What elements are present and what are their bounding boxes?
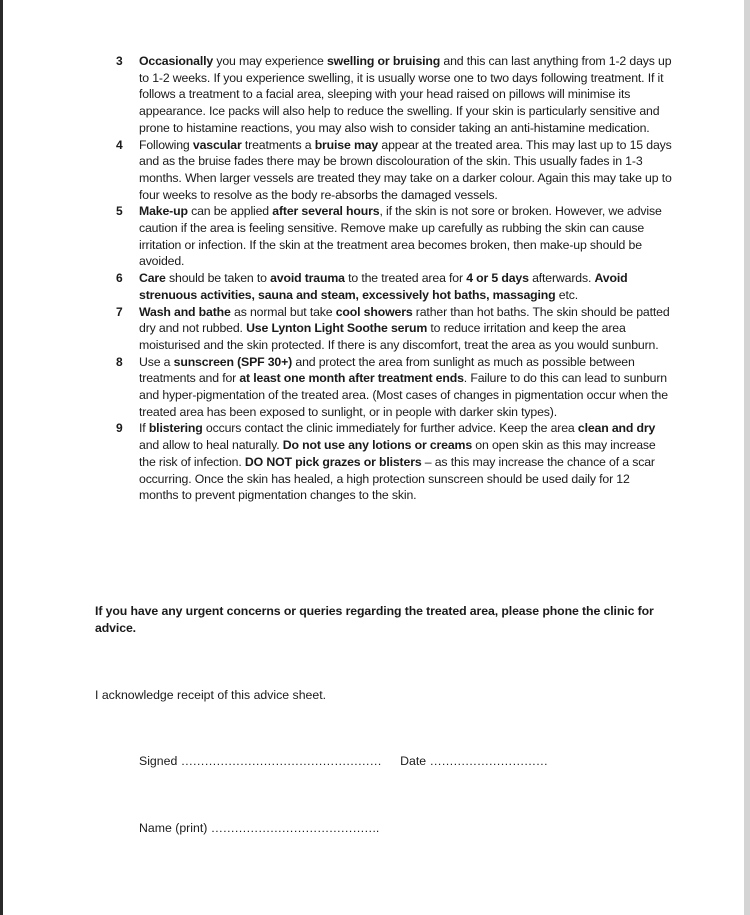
advice-item-number: 5 xyxy=(116,204,123,219)
advice-item-number: 3 xyxy=(116,54,123,68)
bold-text: avoid trauma xyxy=(270,271,345,286)
text-run: occurs contact the clinic immediately for further advice. Keep the area xyxy=(202,421,578,436)
text-run: If xyxy=(139,421,149,436)
text-run: – as this may increase the chance of a scar occurring. Once the skin has healed, a high protection sunscreen should be used daily for 12 months to prevent pigmentation changes to the skin. xyxy=(139,454,655,503)
bold-text: Do not use any lotions or creams xyxy=(282,438,473,453)
text-run: can be applied xyxy=(187,204,273,219)
advice-item-number: 8 xyxy=(116,354,123,369)
text-run: as normal but take xyxy=(230,304,336,319)
bold-text: Care xyxy=(139,271,166,286)
advice-item xyxy=(116,270,672,303)
advice-list xyxy=(116,53,672,504)
bold-text: after several hours xyxy=(272,204,380,219)
bold-text: bruise may xyxy=(314,137,379,152)
bold-text: at least one month after treatment ends xyxy=(239,371,464,386)
text-run: and this can last anything from 1-2 days up to 1-2 weeks. If you experience swelling, it is usually worse one to two days following treatment. If it follows a treatment to a facial area, sleeping with your head raised on pillows will minimise its appearance. Ice packs will also help to reduce the swelling. If your skin is particularly sensitive and prone to histamine reactions, you may also wish to consider taking an anti-histamine medication. xyxy=(139,54,672,135)
text-run: etc. xyxy=(555,287,578,302)
advice-item xyxy=(116,420,672,504)
text-run: treatments a xyxy=(241,137,315,152)
date-label: Date xyxy=(400,754,427,768)
bold-text: 4 or 5 days xyxy=(466,271,529,286)
advice-item-number: 6 xyxy=(116,271,123,286)
text-run: afterwards. xyxy=(528,271,595,286)
bold-text: blistering xyxy=(148,421,203,436)
bold-text: swelling or bruising xyxy=(326,54,441,68)
name-print-line[interactable]: ……………………………………. xyxy=(210,821,379,835)
advice-item-number: 9 xyxy=(116,421,123,436)
advice-item-text xyxy=(139,304,672,354)
bold-text: Use Lynton Light Soothe serum xyxy=(246,321,428,336)
text-run: on open skin as this may increase the risk of infection. xyxy=(139,438,656,469)
bold-text: clean and dry xyxy=(577,421,656,436)
advice-item-number: 4 xyxy=(116,137,123,152)
bold-text: cool showers xyxy=(335,304,413,319)
advice-item xyxy=(116,354,672,421)
advice-item xyxy=(116,137,672,204)
advice-item-text xyxy=(139,270,672,303)
text-run: to the treated area for xyxy=(344,271,467,286)
text-run: , if the skin is not sore or broken. However, we advise caution if the area is feeling sensitive. Remove make up carefully as rubbing the skin can cause irritation or infection. If the skin at the treatment area becomes broken, then make-up should be avoided. xyxy=(139,204,662,269)
advice-item-text xyxy=(139,203,672,270)
bold-text: DO NOT pick grazes or blisters xyxy=(244,454,422,469)
advice-item-text xyxy=(139,354,672,421)
name-print-row xyxy=(139,821,379,835)
advice-item xyxy=(116,304,672,354)
bold-text: Avoid strenuous activities, sauna and steam, excessively hot baths, massaging xyxy=(139,271,628,302)
acknowledgement-text: I acknowledge receipt of this advice sheet. xyxy=(95,688,327,702)
advice-item xyxy=(116,53,672,137)
advice-item-text xyxy=(139,53,672,137)
text-run: should be taken to xyxy=(165,271,271,286)
signature-row xyxy=(139,754,547,768)
text-run: . Failure to do this can lead to sunburn and hyper-pigmentation of the treated area. (Most cases of changes in pigmentation occur when the treated area has been exposed to sunlight, or in people with darker skin types). xyxy=(139,371,668,419)
text-run: and allow to heal naturally. xyxy=(139,438,283,453)
bold-text: Make-up xyxy=(139,204,188,219)
text-run: Following xyxy=(139,137,193,152)
text-run: rather than hot baths. The skin should be patted dry and not rubbed. xyxy=(139,304,670,336)
signed-line[interactable]: …………………………………………… xyxy=(180,754,382,768)
urgent-notice: If you have any urgent concerns or queries regarding the treated area, please phone the clinic for advice. xyxy=(95,604,654,635)
bold-text: Wash and bathe xyxy=(139,304,231,319)
advice-item-text xyxy=(139,137,672,204)
text-run: to reduce irritation and keep the area moisturised and the skin protected. If there is any discomfort, treat the area as you would sunburn. xyxy=(139,321,659,352)
date-line[interactable]: ………………………… xyxy=(429,754,548,768)
text-run: and protect the area from sunlight as much as possible between treatments and for xyxy=(139,354,635,386)
advice-item-number: 7 xyxy=(116,304,123,319)
advice-item-text xyxy=(139,420,672,504)
text-run: appear at the treated area. This may last up to 15 days and as the bruise fades there may be brown discolouration of the skin. This usually fades in 1-3 months. When larger vessels are treated they may take on a darker colour. Again this may take up to four weeks to resolve as the body re-absorbs the damaged vessels. xyxy=(139,137,672,202)
bold-text: vascular xyxy=(192,137,242,152)
signed-label: Signed xyxy=(139,754,178,768)
text-run: Use a xyxy=(139,354,174,369)
name-print-label: Name (print) xyxy=(139,821,208,835)
bold-text: Occasionally xyxy=(139,54,214,68)
advice-item xyxy=(116,203,672,270)
text-run: you may experience xyxy=(213,54,327,68)
bold-text: sunscreen (SPF 30+) xyxy=(173,354,293,369)
